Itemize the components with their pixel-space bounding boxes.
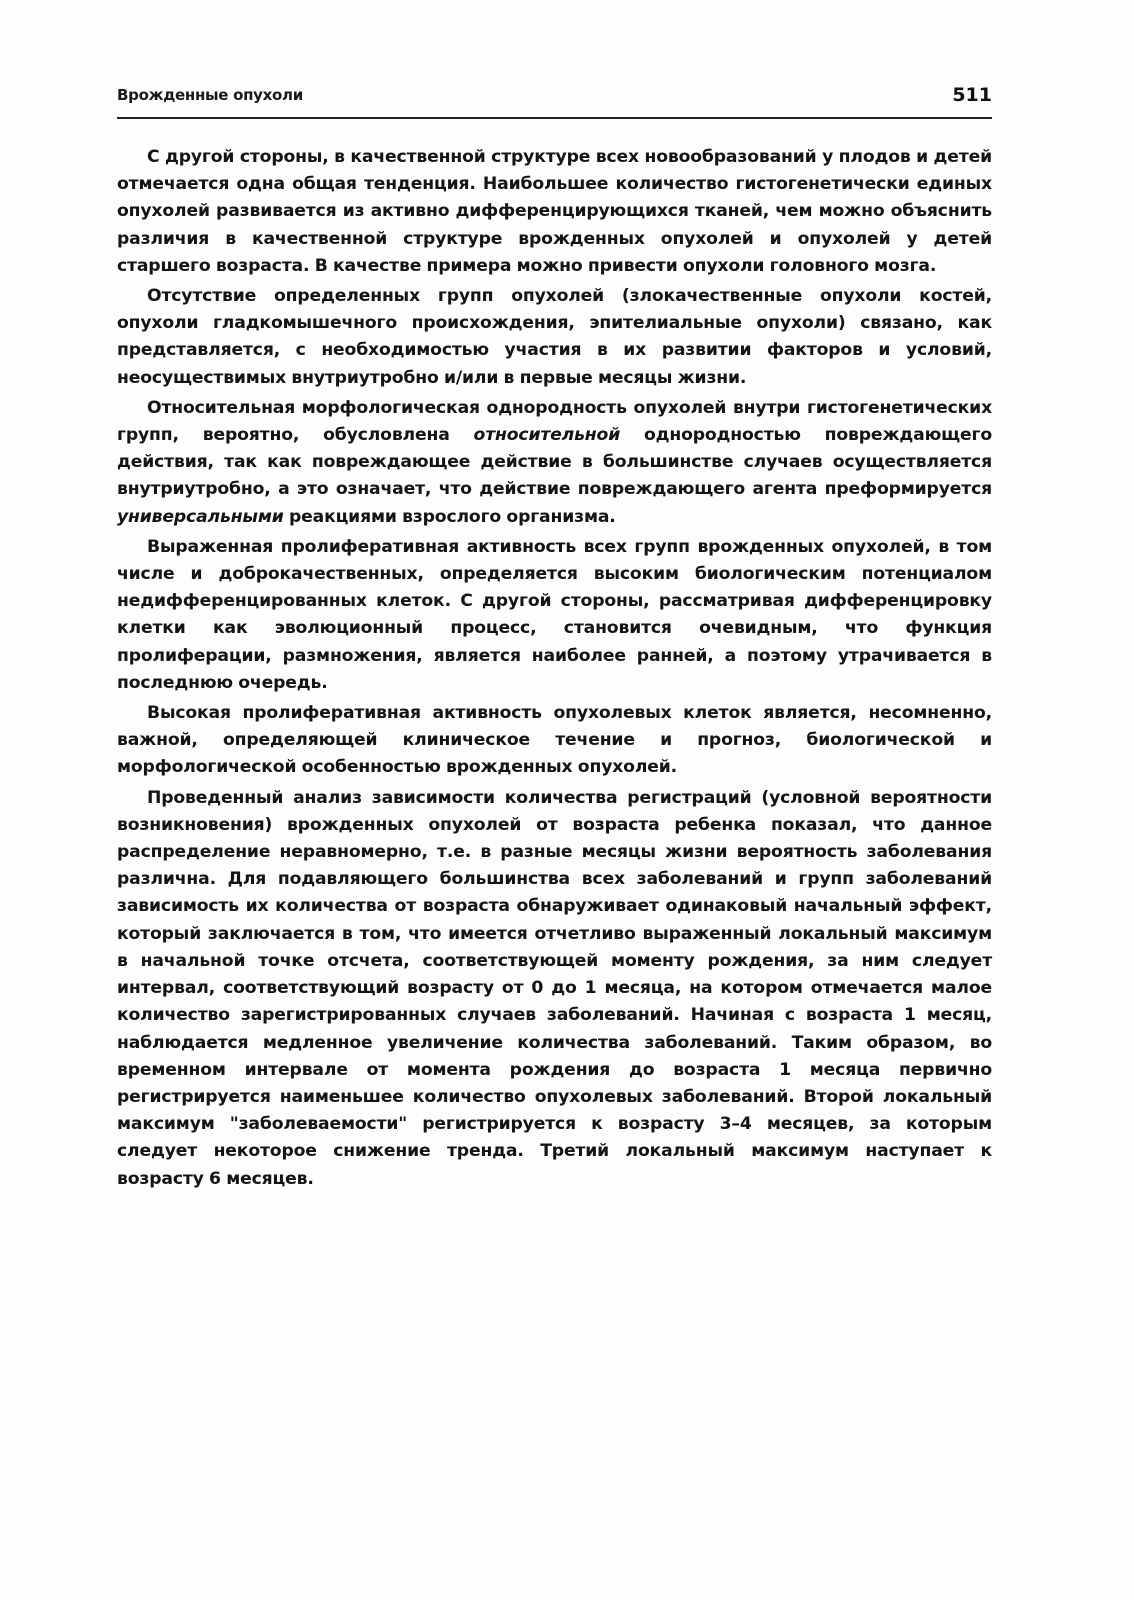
page-number: 511 <box>952 84 992 106</box>
text-segment: С другой стороны, в качественной структуре всех новообразований у плодов и детей отмечается одна общая тенденция. Наибольшее количество гистогенетически единых опухолей развивается из активно дифференцирующихся тканей, чем можно объяснить различия в качественной структуре врожденных опухолей и опухолей у детей старшего возраста. В качестве примера можно привести опухоли головного мозга. <box>117 147 992 276</box>
text-segment: Высокая пролиферативная активность опухолевых клеток является, несомненно, важной, определяющей клиническое течение и прогноз, биологической и морфологической особенностью врожденных опухолей. <box>117 703 992 778</box>
paragraph-3 <box>117 395 992 531</box>
emphasized-term: относительной <box>473 425 621 446</box>
header-rule <box>117 117 992 119</box>
text-segment: Выраженная пролиферативная активность всех групп врожденных опухолей, в том числе и доброкачественных, определяется высоким биологическим потенциалом недифференцированных клеток. С другой стороны, рассматривая дифференцировку клетки как эволюционный процесс, становится очевидным, что функция пролиферации, размножения, является наиболее ранней, а поэтому утрачивается в последнюю очередь. <box>117 536 992 693</box>
paragraph-1 <box>117 144 992 280</box>
emphasized-term: универсальными <box>117 506 284 527</box>
paragraph-4 <box>117 534 992 697</box>
paragraph-5 <box>117 700 992 782</box>
paragraph-6 <box>117 785 992 1193</box>
text-segment: реакциями взрослого организма. <box>283 506 616 527</box>
running-header <box>117 84 992 114</box>
text-segment: Относительная морфологическая однородность опухолей внутри гистогенетических групп, вероятно, обусловлена <box>117 397 992 446</box>
text-segment: однородностью повреждающего действия, так как повреждающее действие в большинстве случаев осуществляется внутриутробно, а это означает, что действие повреждающего агента преформируется <box>117 425 992 500</box>
text-segment: Отсутствие определенных групп опухолей (злокачественные опухоли костей, опухоли гладкомышечного происхождения, эпителиальные опухоли) связано, как представляется, с необходимостью участия в их развитии факторов и условий, неосуществимых внутриутробно и/или в первые месяцы жизни. <box>117 286 992 388</box>
text-segment: Проведенный анализ зависимости количества регистраций (условной вероятности возникновения) врожденных опухолей от возраста ребенка показал, что данное распределение неравномерно, т.е. в разные месяцы жизни вероятность заболевания различна. Для подавляющего большинства всех заболеваний и групп заболеваний зависимость их количества от возраста обнаруживает одинаковый начальный эффект, который заключается в том, что имеется отчетливо выраженный локальный максимум в начальной точке отсчета, соответствующей моменту рождения, за ним следует интервал, соответствующий возрасту от 0 до 1 месяца, на котором отмечается малое количество зарегистрированных случаев заболеваний. Начиная с возраста 1 месяц, наблюдается медленное увеличение количества заболеваний. Таким образом, во временном интервале от момента рождения до возраста 1 месяца первично регистрируется наименьшее количество опухолевых заболеваний. Второй локальный максимум "заболеваемости" регистрируется к возрасту 3–4 месяцев, за которым следует некоторое снижение тренда. Третий локальный максимум наступает к возрасту 6 месяцев. <box>117 787 992 1189</box>
running-title: Врожденные опухоли <box>117 86 303 104</box>
paragraph-2 <box>117 283 992 392</box>
body-text <box>117 144 992 1196</box>
